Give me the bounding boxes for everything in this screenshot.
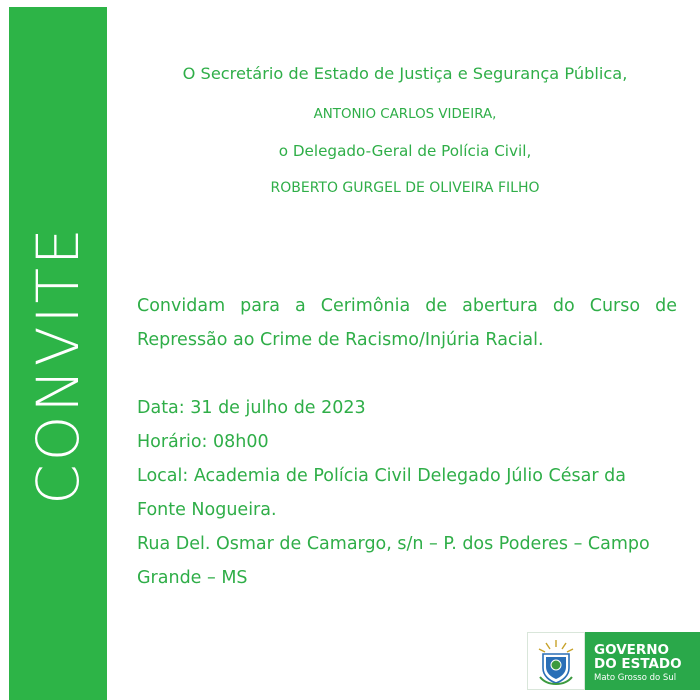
logo-line-governo: GOVERNO <box>594 641 670 658</box>
event-location-line-2: Fonte Nogueira. <box>137 500 277 520</box>
event-time: Horário: 08h00 <box>137 432 269 452</box>
event-location-line-1: Local: Academia de Polícia Civil Delegado Júlio César da <box>137 466 626 486</box>
invitation-text <box>137 289 677 357</box>
invitation-line-1: Convidam para a Cerimônia de abertura do Curso de <box>137 296 677 316</box>
header-line-delegate-title: o Delegado-Geral de Polícia Civil, <box>278 142 532 160</box>
state-coat-of-arms-icon <box>527 632 585 690</box>
event-address-line-1: Rua Del. Osmar de Camargo, s/n – P. dos Poderes – Campo <box>137 534 650 554</box>
logo-line-do-estado: DO ESTADO <box>594 655 682 672</box>
convite-title: CONVITE <box>24 225 92 505</box>
header-line-secretary-title: O Secretário de Estado de Justiça e Segurança Pública, <box>182 64 628 83</box>
invitation-line-2: Repressão ao Crime de Racismo/Injúria Racial. <box>137 330 544 350</box>
header-line-delegate-name: ROBERTO GURGEL DE OLIVEIRA FILHO <box>270 180 540 196</box>
event-address-line-2: Grande – MS <box>137 568 248 588</box>
logo-line-state-name: Mato Grosso do Sul <box>594 672 677 683</box>
event-date: Data: 31 de julho de 2023 <box>137 398 366 418</box>
government-wordmark <box>585 632 700 690</box>
government-logo <box>527 632 700 690</box>
event-details <box>137 391 677 595</box>
header-line-secretary-name: ANTONIO CARLOS VIDEIRA, <box>313 107 497 122</box>
